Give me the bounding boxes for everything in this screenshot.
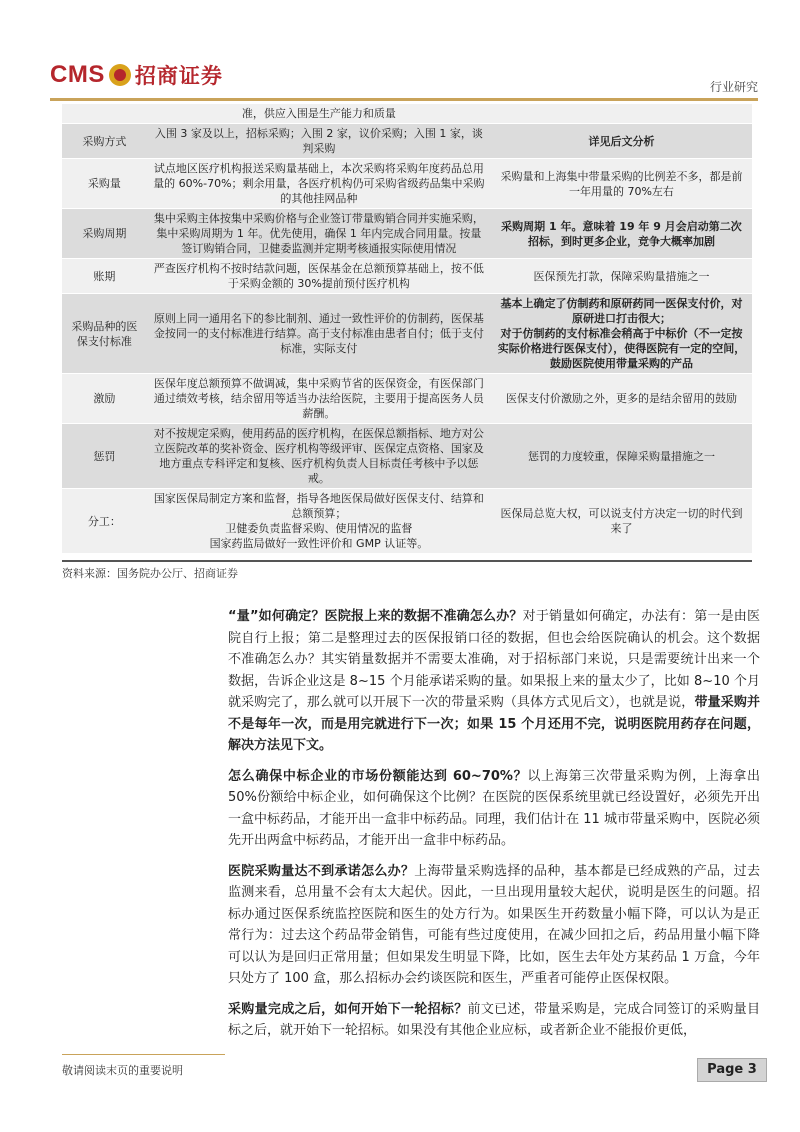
doc-type-label: 行业研究 [709, 80, 758, 94]
table-row [62, 424, 752, 489]
policy-table [62, 104, 752, 554]
paragraph-lead: 采购量完成之后，如何开始下一轮招标？ [228, 1001, 468, 1017]
table-cell: 医保预先打款，保障采购量措施之一 [491, 259, 752, 294]
table-cell: 原则上同一通用名下的参比制剂、通过一致性评价的仿制药，医保基金按同一的支付标准进行结算。高于支付标准由患者自付；低于支付标准，实际支付 [147, 294, 491, 374]
table-row [62, 259, 752, 294]
table-cell: 准，供应入围是生产能力和质量 [147, 104, 491, 124]
cell-line: 国家药监局做好一致性评价和 GMP 认证等。 [209, 537, 429, 550]
paragraph [228, 861, 760, 990]
table-cell: 详见后文分析 [491, 124, 752, 159]
paragraph [228, 766, 760, 852]
table-cell: 入围 3 家及以上，招标采购；入围 2 家，议价采购；入围 1 家，谈判采购 [147, 124, 491, 159]
table-row [62, 489, 752, 554]
table-row [62, 159, 752, 209]
page-number: Page 3 [697, 1058, 767, 1082]
paragraph-text: 前文已述，带量采购是，完成合同签订的采购量目标之后，就开始下一轮招标。如果没有其他企业应标，或者新企业不能报价更低， [228, 1001, 760, 1038]
table-cell: 惩罚的力度较重，保障采购量措施之一 [491, 424, 752, 489]
table-cell: 惩罚 [62, 424, 147, 489]
table-cell: 集中采购主体按集中采购价格与企业签订带量购销合同并实施采购，集中采购周期为 1 年。优先使用，确保 1 年内完成合同用量。按量签订购销合同，卫健委监测并定期考核通报实际使用情况 [147, 209, 491, 259]
page-header [50, 52, 758, 98]
table-cell: 医保支付价激励之外，更多的是结余留用的鼓励 [491, 374, 752, 424]
paragraph-text: 上海带量采购选择的品种，基本都是已经成熟的产品，过去监测来看，总用量不会有太大起伏。因此，一旦出现用量较大起伏，说明是医生的问题。招标办通过医保系统监控医院和医生的处方行为。如果医生开药数量小幅下降，可以认为是正常行为：过去这个药品带金销售，可能有些过度使用，在减少回扣之后，药品用量小幅下降可以认为是回归正常用量；但如果发生明显下降，比如，医生去年处方某药品 1 万盒，今年只处方了 100 盒，那么招标办会约谈医院和医生，严重者可能停止医保权限。 [228, 863, 760, 986]
table-cell: 医保局总览大权，可以说支付方决定一切的时代到来了 [491, 489, 752, 554]
paragraph [228, 999, 760, 1042]
table-cell: 采购周期 [62, 209, 147, 259]
paragraph-text: 以上海第三次带量采购为例，上海拿出 50%份额给中标企业，如何确保这个比例？在医院的医保系统里就已经设置好，必须先开出一盒中标药品，才能开出一盒非中标药品。同理，我们估计在 11 城市带量采购中，医院必须先开出两盒中标药品，才能开出一盒非中标药品。 [228, 768, 760, 848]
table-row [62, 124, 752, 159]
table-cell: 对不按规定采购，使用药品的医疗机构，在医保总额指标、地方对公立医院改革的奖补资金、医疗机构等级评审、医保定点资格、国家及地方重点专科评定和复核、医疗机构负责人目标责任考核中予以惩戒。 [147, 424, 491, 489]
table-row [62, 209, 752, 259]
table-cell [147, 489, 491, 554]
paragraph-lead: “量”如何确定？医院报上来的数据不准确怎么办？ [228, 609, 523, 624]
table-cell: 采购品种的医保支付标准 [62, 294, 147, 374]
table-cell: 采购周期 1 年。意味着 19 年 9 月会启动第二次招标，到时更多企业，竞争大概率加剧 [491, 209, 752, 259]
table-cell [491, 294, 752, 374]
paragraph-lead: 医院采购量达不到承诺怎么办？ [228, 863, 415, 879]
header-rule [50, 98, 758, 101]
paragraph-emphasis: 带量采购并不是每年一次，而是用完就进行下一次；如果 15 个月还用不完，说明医院用药存在问题，解决方法见下文。 [228, 695, 760, 753]
table-cell: 激励 [62, 374, 147, 424]
table-cell: 采购方式 [62, 124, 147, 159]
body-text [228, 606, 760, 1051]
table-cell: 医保年度总额预算不做调减，集中采购节省的医保资金，有医保部门通过绩效考核，结余留用等适当办法给医院，主要用于提高医务人员薪酬。 [147, 374, 491, 424]
logo-cms-text: CMS [50, 61, 105, 88]
table-cell: 采购量和上海集中带量采购的比例差不多，都是前一年用量的 70%左右 [491, 159, 752, 209]
table-row [62, 374, 752, 424]
table-row [62, 104, 752, 124]
footer-rule [62, 1054, 225, 1055]
paragraph [228, 606, 760, 757]
cell-line: 国家医保局制定方案和监督，指导各地医保局做好医保支付、结算和总额预算； [153, 492, 484, 520]
paragraph-lead: 怎么确保中标企业的市场份额能达到 60~70%？ [228, 768, 528, 784]
footer-note: 敬请阅读末页的重要说明 [62, 1064, 183, 1077]
table-row [62, 294, 752, 374]
cell-line: 基本上确定了仿制药和原研药同一医保支付价，对原研进口打击很大； [500, 297, 743, 325]
table-cell: 试点地区医疗机构报送采购量基础上，本次采购将采购年度药品总用量的 60%-70%；剩余用量，各医疗机构仍可采购省级药品集中采购的其他挂网品种 [147, 159, 491, 209]
table-bottom-rule [62, 560, 752, 562]
cms-logo [50, 60, 223, 90]
table-source: 资料来源：国务院办公厅、招商证券 [62, 567, 238, 580]
logo-mark-icon [109, 64, 131, 86]
table-cell [62, 104, 147, 124]
table-cell: 采购量 [62, 159, 147, 209]
table-cell [491, 104, 752, 124]
paragraph-text: 对于销量如何确定，办法有：第一是由医院自行上报；第二是整理过去的医保报销口径的数据，但也会给医院确认的机会。这个数据不准确怎么办？其实销量数据并不需要太准确，对于招标部门来说，只是需要统计出来一个数据，告诉企业这是 8~15 个月能承诺采购的量。如果报上来的量太少了，比如 8~10 个月就采购完了，那么就可以开展下一次的带量采购（具体方式见后文），也就是说， [228, 609, 760, 710]
cell-line: 对于仿制药的支付标准会稍高于中标价（不一定按实际价格进行医保支付），使得医院有一定的空间，鼓励医院使用带量采购的产品 [497, 327, 746, 370]
cell-line: 卫健委负责监督采购、使用情况的监督 [225, 522, 413, 535]
table-cell: 账期 [62, 259, 147, 294]
logo-cn-text: 招商证券 [134, 64, 223, 88]
table-cell: 严查医疗机构不按时结款问题，医保基金在总额预算基础上，按不低于采购金额的 30%提前预付医疗机构 [147, 259, 491, 294]
table-cell: 分工： [62, 489, 147, 554]
